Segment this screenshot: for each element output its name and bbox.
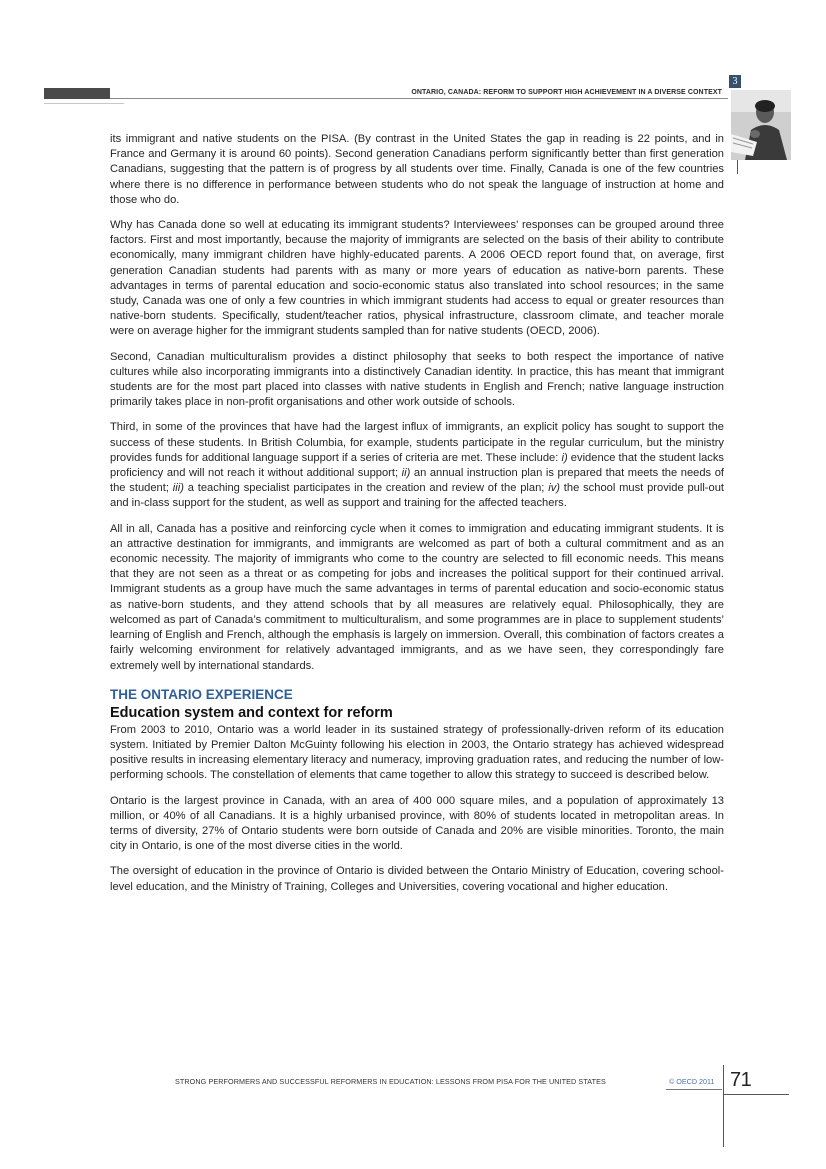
paragraph-criteria <box>110 420 724 511</box>
publication-title: STRONG PERFORMERS AND SUCCESSFUL REFORMERS IN EDUCATION: LESSONS FROM PISA FOR THE UNITED STATES <box>175 1077 606 1086</box>
paragraph: All in all, Canada has a positive and reinforcing cycle when it comes to immigration and educating immigrant students. It is an attractive destination for immigrants, and immigrants are welcomed as part of both a cultural commitment and as an economic necessity. The majority of immigrants who come to the country are selected to fill economic needs. This means that they are not seen as a threat or as competing for jobs and increases the political support for their continued arrival. Immigrant students as a group have much the same advantages in terms of parental education and socio-economic status as native-born students, and they attend schools that by all measures are relatively equal. Philosophically, they are welcomed as part of Canada’s commitment to multiculturalism, and some programmes are in place to supplement students’ learning of English and French, although the emphasis is largely on immersion. Overall, this combination of factors creates a fairly welcoming environment for relatively advantaged immigrants, and as we have seen, they correspondingly fare extremely well by international standards. <box>110 522 724 672</box>
header-rule <box>110 98 728 99</box>
paragraph: Why has Canada done so well at educating its immigrant students? Interviewees’ responses can be grouped around three factors. First and most importantly, because the majority of immigrants are selected on the basis of their ability to contribute economically, many immigrant children have highly-educated parents. A 2006 OECD report found that, on average, first generation Canadian students had parents with as many or more years of education as native-born parents. These advantages in terms of parental education and socio-economic status also translated into school resources; in the same study, Canada was one of only a few countries in which immigrant students had access to equal or greater resources than native-born students. Specifically, student/teacher ratios, physical infrastructure, classroom climate, and teacher morale were on average higher for the immigrant students sampled than for native students (OECD, 2006). <box>110 219 724 338</box>
text-run: evidence that the student lacks proficiency and will not reach it without additional support; <box>110 451 725 480</box>
list-marker: ii) <box>401 467 411 480</box>
paragraph: From 2003 to 2010, Ontario was a world leader in its sustained strategy of professionally-driven reform of its education system. Initiated by Premier Dalton McGuinty following his election in 2003, the Ontario strategy has achieved widespread positive results in increasing elementary literacy and numeracy, improving graduation rates, and reducing the number of low-performing schools. The constellation of elements that came together to allow this strategy to succeed is described below. <box>110 723 724 782</box>
text-run: an annual instruction plan is prepared that meets the needs of the student; <box>110 467 724 495</box>
text-run: a teaching specialist participates in the creation and review of the plan; <box>183 482 549 495</box>
paragraph: The oversight of education in the province of Ontario is divided between the Ontario Ministry of Education, covering school-level education, and the Ministry of Training, Colleges and Universities, covering vocational and higher education. <box>110 865 724 893</box>
chapter-number-badge: 3 <box>729 75 741 88</box>
paragraph: Second, Canadian multiculturalism provides a distinct philosophy that seeks to both respect the importance of native cultures while also incorporating immigrants into a distinctively Canadian identity. In practice, this has meant that immigrant students are for the most part placed into classes with native students in English and French; native language instruction primarily takes place in non-profit organisations and other work outside of schools. <box>110 350 724 409</box>
list-marker: i) <box>561 451 568 464</box>
header-subrule <box>44 103 124 104</box>
copyright-notice: © OECD 2011 <box>669 1077 715 1086</box>
section-heading: THE ONTARIO EXPERIENCE <box>110 686 293 702</box>
thumbnail-rule <box>737 160 738 174</box>
subsection-heading: Education system and context for reform <box>110 704 393 721</box>
paragraph: Ontario is the largest province in Canada, with an area of 400 000 square miles, and a population of approximately 13 million, or 40% of all Canadians. It is a highly urbanised province, with 80% of students located in metropolitan areas. In terms of diversity, 27% of Ontario students were born outside of Canada and 20% are visible minorities. Toronto, the main city in Ontario, is one of the most diverse cities in the world. <box>110 794 724 853</box>
list-marker: iii) <box>172 482 184 495</box>
copyright-underline <box>666 1089 722 1090</box>
article-body <box>110 132 724 905</box>
chapter-thumbnail-photo <box>731 90 791 160</box>
header-bar <box>44 88 110 99</box>
page-number: 71 <box>730 1069 752 1091</box>
footer-vertical-rule <box>723 1065 724 1147</box>
text-run: the school must provide pull-out and in-class support for the student, as well as support and training for the affected teachers. <box>110 482 724 510</box>
text-run: Third, in some of the provinces that have had the largest influx of immigrants, an explicit policy has sought to support the success of these students. In British Columbia, for example, students participate in the regular curriculum, but the ministry provides funds for additional language support if a series of criteria are met. These include: <box>110 421 724 464</box>
paragraph: its immigrant and native students on the PISA. (By contrast in the United States the gap in reading is 22 points, and in France and Germany it is around 60 points). Second generation Canadians perform significantly better than first generation Canadians, suggesting that the pattern is of progress by all students over time. Finally, Canada is one of the few countries where there is no difference in performance between students who do not speak the language of instruction at home and those who do. <box>110 133 724 206</box>
person-reading-image <box>731 90 791 160</box>
list-marker: iv) <box>548 482 560 495</box>
running-head: ONTARIO, CANADA: REFORM TO SUPPORT HIGH ACHIEVEMENT IN A DIVERSE CONTEXT <box>411 89 722 96</box>
footer-horizontal-rule <box>723 1094 789 1095</box>
